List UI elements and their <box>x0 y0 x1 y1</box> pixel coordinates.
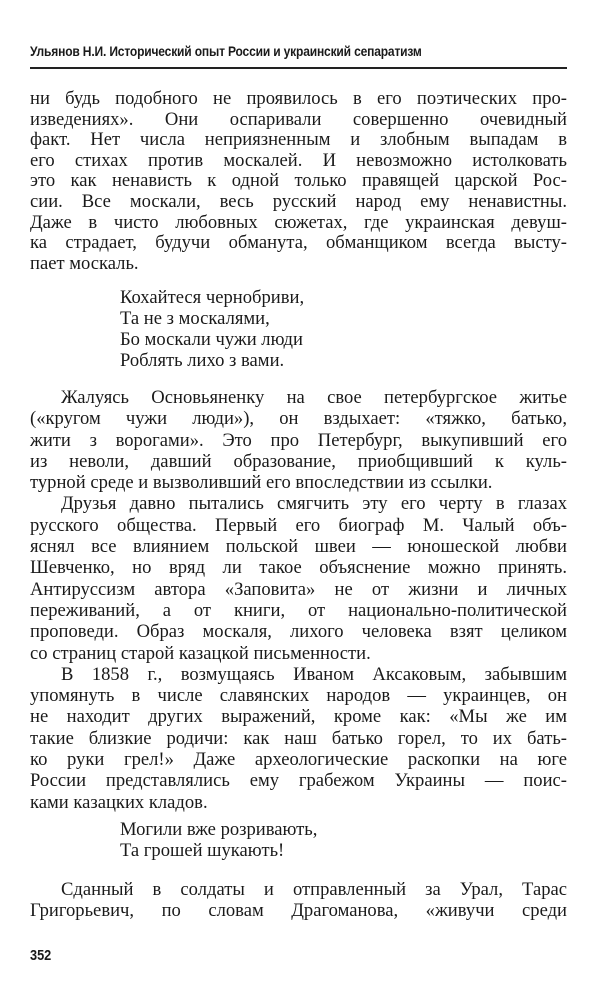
paragraph-4 <box>30 664 567 813</box>
text-line: Григорьевич, по словам Драгоманова, «живучи среди <box>30 900 567 922</box>
text-line: не находит других выражений, кроме как: «Мы же им <box>30 706 567 728</box>
text-line: ками казацких кладов. <box>30 791 208 813</box>
poem-line: Та грошей шукають! <box>120 840 285 861</box>
paragraph-2 <box>30 387 567 493</box>
text-line: сии. Все москали, весь русский народ ему ненавистны. <box>30 190 567 212</box>
text-line: Сданный в солдаты и отправленный за Урал, Тарас <box>61 879 567 900</box>
text-line: переживаний, а от книги, от национально-политической <box>30 599 567 621</box>
poem-quote-2 <box>120 819 317 861</box>
text-line: («кругом чужи люди»), он вздыхает: «тяжко, батько, <box>30 408 567 430</box>
text-line: со страниц старой казацкой письменности. <box>30 642 371 664</box>
text-line: факт. Нет числа неприязненным и злобным выпадам в <box>30 129 567 151</box>
paragraph-5 <box>30 879 567 922</box>
text-line: ни будь подобного не проявилось в его поэтических про- <box>30 88 567 109</box>
text-line: из неволи, давший образование, приобщивший к куль- <box>30 450 567 472</box>
text-line: Шевченко, но вряд ли такое объяснение можно принять. <box>30 557 567 579</box>
running-header-title: Ульянов Н.И. Исторический опыт России и украинский сепаратизм <box>30 43 422 59</box>
text-line: В 1858 г., возмущаясь Иваном Аксаковым, забывшим <box>61 663 567 685</box>
text-line: пает москаль. <box>30 252 139 274</box>
text-line: русского общества. Первый его биограф М. Чалый объ- <box>30 514 567 536</box>
text-line: проповеди. Образ москаля, лихого человека взят целиком <box>30 621 567 643</box>
header-rule <box>30 67 567 69</box>
poem-line: Могили вже розривають, <box>120 819 318 840</box>
page-number: 352 <box>30 947 52 964</box>
poem-line: Бо москали чужи люди <box>120 329 303 350</box>
text-line: изведениях». Они оспаривали совершенно очевидный <box>30 108 567 130</box>
text-line: Друзья давно пытались смягчить эту его черту в глазах <box>61 493 567 515</box>
main-text-block <box>30 387 567 813</box>
poem-line: Та не з москалями, <box>120 308 270 329</box>
text-line: жити з ворогами». Это про Петербург, выкупивший его <box>30 429 567 451</box>
text-line: упомянуть в числе славянских народов — украинцев, он <box>30 685 567 707</box>
text-line: его стихах против москалей. И невозможно истолковать <box>30 149 567 171</box>
poem-line: Роблять лихо з вами. <box>120 350 285 371</box>
poem-line: Кохайтеся чернобриви, <box>120 287 305 308</box>
text-line: Антируссизм автора «Заповита» не от жизни и личных <box>30 578 567 600</box>
text-line: такие близкие родичи: как наш батько горел, то их бать- <box>30 727 567 749</box>
paragraph-3 <box>30 493 567 663</box>
text-line: яснял все влиянием польской швеи — юношеской любви <box>30 536 567 558</box>
poem-quote-1 <box>120 287 304 371</box>
text-line: Жалуясь Основьяненку на свое петербургское житье <box>61 387 567 408</box>
text-line: России представлялись ему грабежом Украины — поис- <box>30 770 567 792</box>
text-line: ка страдает, будучи обманута, обманщиком всегда высту- <box>30 232 567 254</box>
text-line: это как ненависть к одной только правящей царской Рос- <box>30 170 567 192</box>
paragraph-1 <box>30 89 567 274</box>
text-line: Даже в чисто любовных сюжетах, где украинская девуш- <box>30 211 567 233</box>
text-line: ко руки грел!» Даже археологические раскопки на юге <box>30 749 567 771</box>
text-line: турной среде и вызволивший его впоследствии из ссылки. <box>30 472 493 494</box>
